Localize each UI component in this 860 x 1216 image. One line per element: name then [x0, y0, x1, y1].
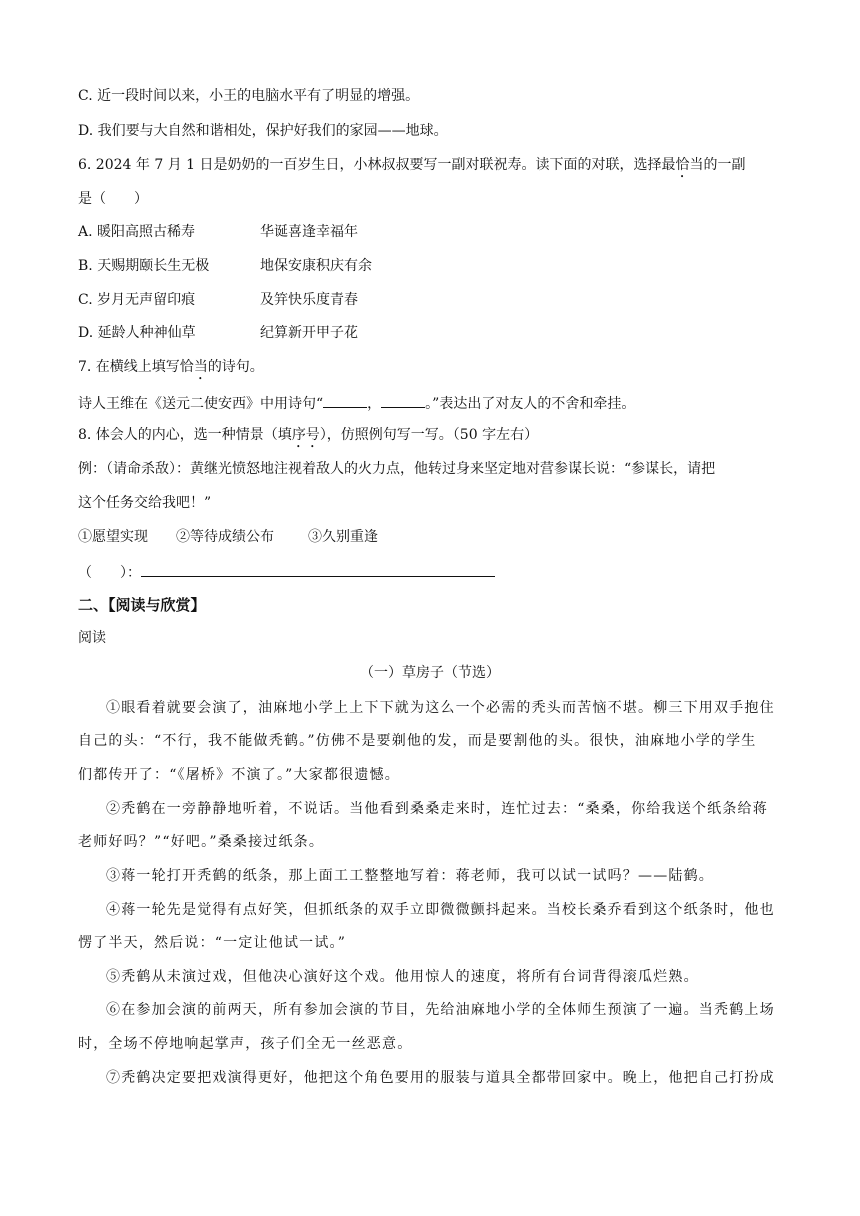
q6-stem-line2: 是（ ）: [78, 191, 148, 207]
q5-option-c: C. 近一段时间以来，小王的电脑水平有了明显的增强。: [78, 88, 420, 104]
paragraph-line: ⑤秃鹤从未演过戏，但他决心演好这个戏。他用惊人的速度，将所有台词背得滚瓜烂熟。: [106, 969, 699, 985]
q8-example-line2: 这个任务交给我吧！”: [78, 495, 212, 511]
q6-option-c-left: C. 岁月无声留印痕: [78, 292, 196, 308]
q7-stem: [78, 357, 264, 383]
q8-answer-blank[interactable]: [141, 562, 495, 577]
q8-stem-emphasis: 序号: [291, 427, 320, 443]
paragraph-line: 自己的头：“不行，我不能做秃鹤。”仿佛不是要剃他的发，而是要割他的头。很快，油麻地小学的学生: [78, 733, 757, 749]
q7-stem-emphasis: 当: [193, 359, 208, 375]
q6-stem: [78, 155, 746, 181]
q8-choice-2: ②等待成绩公布: [176, 529, 274, 545]
q7-line-post: 。”表达出了对友人的不舍和牵挂。: [425, 396, 636, 412]
paragraph-line: 们都传开了：“《屠桥》不演了。”大家都很遗憾。: [78, 767, 400, 783]
q6-option-a-left: A. 暖阳高照古稀寿: [78, 224, 196, 240]
q8-answer-prefix: （ ）：: [78, 565, 141, 581]
q6-option-d: [78, 323, 196, 343]
q6-option-c: [78, 290, 195, 310]
passage-title: （一）草房子（节选）: [360, 665, 500, 681]
q6-option-a-right: 华诞喜逢幸福年: [260, 224, 358, 240]
paragraph-line: ④蒋一轮先是觉得有点好笑，但抓纸条的双手立即微微颤抖起来。当校长桑乔看到这个纸条时，他也: [106, 902, 775, 918]
q6-option-d-left: D. 延龄人种神仙草: [78, 325, 196, 341]
paragraph-line: ②秃鹤在一旁静静地听着，不说话。当他看到桑桑走来时，连忙过去：“桑桑，你给我送个纸条给蒋: [106, 801, 768, 817]
paragraph-line: 时，全场不停地响起掌声，孩子们全无一丝恶意。: [78, 1036, 413, 1052]
q8-choice-1: ①愿望实现: [78, 529, 148, 545]
q6-stem-pre: 6. 2024 年 7 月 1 日是奶奶的一百岁生日，小林叔叔要写一副对联祝寿。读下面的对联，选择最: [78, 157, 676, 173]
paragraph-line: ①眼看着就要会演了，油麻地小学上上下下就为这么一个必需的秃头而苦恼不堪。柳三下用双手抱住: [106, 700, 775, 716]
paragraph-line: ③蒋一轮打开秃鹤的纸条，那上面工工整整地写着：蒋老师，我可以试一试吗？——陆鹤。: [106, 868, 714, 884]
q8-stem-pre: 8. 体会人的内心，选一种情景（填: [78, 427, 292, 443]
paragraph-line: 老师好吗？”“好吧。”桑桑接过纸条。: [78, 834, 325, 850]
q7-fill-line: [78, 393, 635, 414]
q8-answer-line: [78, 562, 495, 583]
q6-option-d-right: 纪算新开甲子花: [260, 325, 358, 341]
q8-stem-post: ），仿照例句写一写。（50 字左右）: [319, 427, 539, 443]
q7-line-pre: 诗人王维在《送元二使安西》中用诗句“: [78, 396, 324, 412]
q6-option-b-right: 地保安康积庆有余: [260, 258, 372, 274]
q6-option-b-left: B. 天赐期颐长生无极: [78, 258, 210, 274]
q6-stem-emphasis: 恰: [675, 157, 690, 173]
paragraph-line: 愣了半天，然后说：“一定让他试一试。”: [78, 935, 347, 951]
q6-option-b: [78, 256, 209, 276]
q8-example-line1: 例：（请命杀敌）：黄继光愤怒地注视着敌人的火力点，他转过身来坚定地对营参谋长说：“参谋长，请把: [78, 461, 716, 477]
section-heading: 二、【阅读与欣赏】: [78, 596, 206, 614]
q5-option-d: D. 我们要与大自然和谐相处，保护好我们的家园——地球。: [78, 123, 448, 139]
q7-blank-1[interactable]: [323, 393, 367, 408]
q8-choice-3: ③久别重逢: [308, 529, 378, 545]
q7-stem-pre: 7. 在横线上填写恰: [78, 359, 194, 375]
q8-stem: [78, 425, 538, 451]
q6-option-a: [78, 222, 195, 242]
q6-option-c-right: 及笄快乐度青春: [260, 292, 358, 308]
paragraph-line: ⑦秃鹤决定要把戏演得更好，他把这个角色要用的服装与道具全都带回家中。晚上，他把自己打扮成: [106, 1070, 775, 1086]
section-subheading: 阅读: [78, 630, 106, 646]
paragraph-line: ⑥在参加会演的前两天，所有参加会演的节目，先给油麻地小学的全体师生预演了一遍。当秃鹤上场: [106, 1002, 775, 1018]
q7-stem-post: 的诗句。: [207, 359, 264, 375]
q6-stem-post: 当的一副: [689, 157, 746, 173]
q7-line-mid: ，: [367, 396, 382, 412]
q7-blank-2[interactable]: [381, 393, 425, 408]
